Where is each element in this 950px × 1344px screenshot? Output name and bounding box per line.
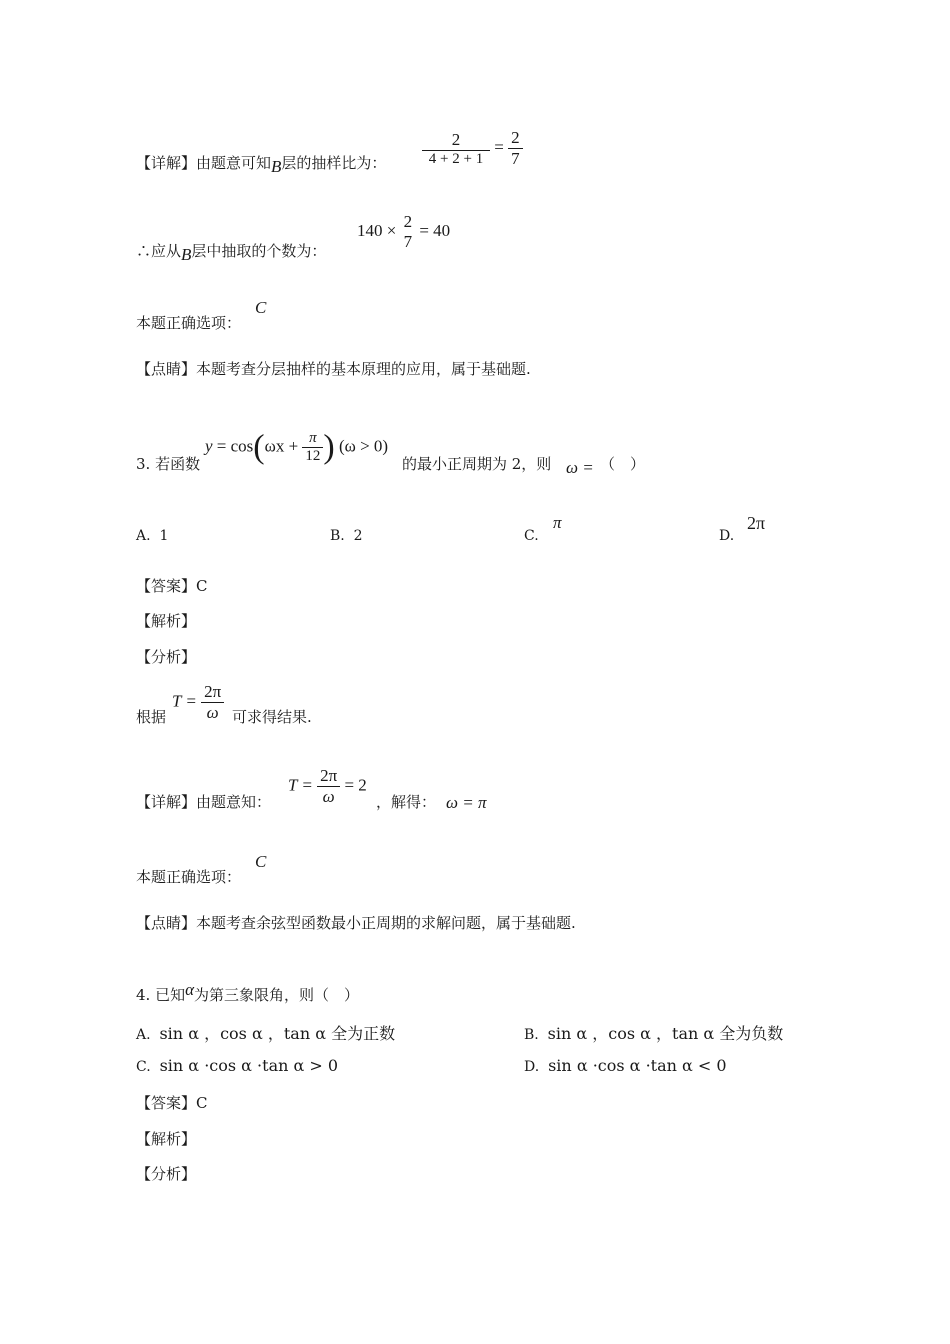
- q3-option-b: [330, 528, 363, 544]
- q3-option-b-value: 2: [353, 528, 363, 544]
- q3-option-c-value: π: [553, 513, 562, 532]
- q2-count-formula: [357, 212, 450, 252]
- q3-detail-den: ω: [317, 786, 340, 807]
- q3-option-b-letter: B.: [330, 528, 345, 544]
- q4-stem-suffix: 为第三象限角，则（ ）: [194, 986, 360, 1004]
- q3-detail-solve: ，解得：: [376, 793, 437, 811]
- q3-basis-prefix: 根据: [136, 708, 167, 726]
- q4-option-b-value: sin α ，cos α ，tan α 全为负数: [547, 1024, 784, 1043]
- q3-stem-prefix: 3. 若函数: [136, 455, 201, 473]
- q3-detail-t: T =: [288, 775, 313, 795]
- q3-option-d-letter: D.: [719, 528, 735, 544]
- q3-detail-result: ω = π: [446, 793, 487, 812]
- q4-stem: [136, 980, 360, 1005]
- q3-option-d-value: 2π: [747, 513, 766, 533]
- q4-option-c-letter: C.: [136, 1059, 151, 1075]
- q4-option-a-value: sin α ，cos α ，tan α 全为正数: [159, 1024, 396, 1043]
- q2-frac1-num: 2: [451, 129, 461, 149]
- q4-option-d-value: sin α ·cos α ·tan α < 0: [548, 1056, 727, 1075]
- q4-option-a: [136, 1021, 395, 1044]
- q2-calc-den: 7: [403, 232, 413, 251]
- q3-func-cond: (ω > 0): [338, 436, 389, 456]
- q3-func-pi: π: [309, 430, 317, 446]
- q2-therefore-suffix: 层中抽取的个数为：: [191, 242, 327, 260]
- q4-option-d-letter: D.: [524, 1059, 540, 1075]
- q2-therefore-prefix: ∴应从: [136, 242, 182, 260]
- q2-detail-var: B: [271, 157, 282, 176]
- q3-omega-eq: ω =: [566, 458, 594, 477]
- q2-calc-result: = 40: [419, 220, 451, 240]
- q2-frac2-num: 2: [511, 128, 520, 147]
- q3-func-eq: = cos: [216, 436, 254, 456]
- q3-comment: 【点睛】本题考查余弦型函数最小正周期的求解问题，属于基础题.: [136, 914, 576, 932]
- q4-jiexi: 【解析】: [136, 1130, 197, 1148]
- q2-calc-num: 2: [403, 212, 413, 231]
- q3-basis-den: ω: [201, 702, 224, 723]
- q4-option-b: [524, 1021, 783, 1044]
- q4-stem-alpha: α: [185, 980, 195, 999]
- q3-func-12: 12: [302, 447, 323, 465]
- q3-basis-t: T =: [172, 691, 197, 711]
- q3-jiexi: 【解析】: [136, 612, 197, 630]
- q2-calc-a: 140 ×: [357, 220, 397, 240]
- q3-answer-label: 本题正确选项：: [136, 868, 242, 886]
- q2-frac1-den: 4 + 2 + 1: [422, 150, 490, 168]
- q2-answer-line: [136, 313, 241, 333]
- q2-therefore-var: B: [181, 245, 192, 264]
- q3-basis-suffix: 可求得结果.: [232, 708, 312, 726]
- q4-stem-prefix: 4. 已知: [136, 986, 186, 1004]
- q3-function-formula: y = cos(ωx + $\frac{\pi}{12}$ ) (ω > 0): [205, 428, 389, 466]
- q2-frac2-den: 7: [508, 148, 523, 169]
- q4-option-c: [136, 1056, 338, 1075]
- q3-detail-prefix: 【详解】由题意知：: [136, 793, 272, 811]
- q2-comment: 【点睛】本题考查分层抽样的基本原理的应用，属于基础题.: [136, 360, 531, 378]
- q3-stem-paren: （ ）: [600, 455, 646, 473]
- q2-detail-prefix: 【详解】由题意可知: [136, 154, 272, 172]
- q4-option-a-letter: A.: [136, 1027, 151, 1043]
- q2-detail-suffix: 层的抽样比为：: [281, 154, 387, 172]
- q3-func-inner: ωx +: [264, 436, 299, 456]
- q3-basis-num: 2π: [204, 682, 222, 701]
- q3-option-a-value: 1: [159, 528, 169, 544]
- q4-option-b-letter: B.: [524, 1027, 539, 1043]
- q3-basis-formula: [172, 682, 224, 723]
- q2-answer-label: 本题正确选项：: [136, 314, 242, 332]
- q4-fenxi: 【分析】: [136, 1165, 197, 1183]
- q3-option-a-letter: A.: [136, 528, 151, 544]
- q3-func-y: y: [205, 436, 213, 456]
- q3-detail-eq2: = 2: [344, 775, 367, 795]
- q4-option-c-value: sin α ·cos α ·tan α > 0: [159, 1056, 339, 1075]
- q2-answer-value: C: [255, 298, 267, 317]
- q2-eq: =: [494, 137, 504, 157]
- q2-detail-line: [136, 153, 387, 176]
- q3-stem-suffix: 的最小正周期为 2，则: [402, 455, 552, 473]
- q4-answer: 【答案】C: [136, 1094, 208, 1112]
- q3-option-c-letter: C.: [524, 528, 539, 544]
- q3-answer: 【答案】C: [136, 577, 208, 595]
- q3-option-a: [136, 528, 168, 544]
- q2-therefore-line: [136, 241, 327, 264]
- q3-fenxi: 【分析】: [136, 648, 197, 666]
- q4-option-d: [524, 1056, 727, 1075]
- q3-answer-value: C: [255, 852, 267, 871]
- q2-sampling-ratio-formula: [422, 128, 523, 169]
- q3-detail-formula: [288, 766, 367, 807]
- q3-detail-num: 2π: [320, 766, 338, 785]
